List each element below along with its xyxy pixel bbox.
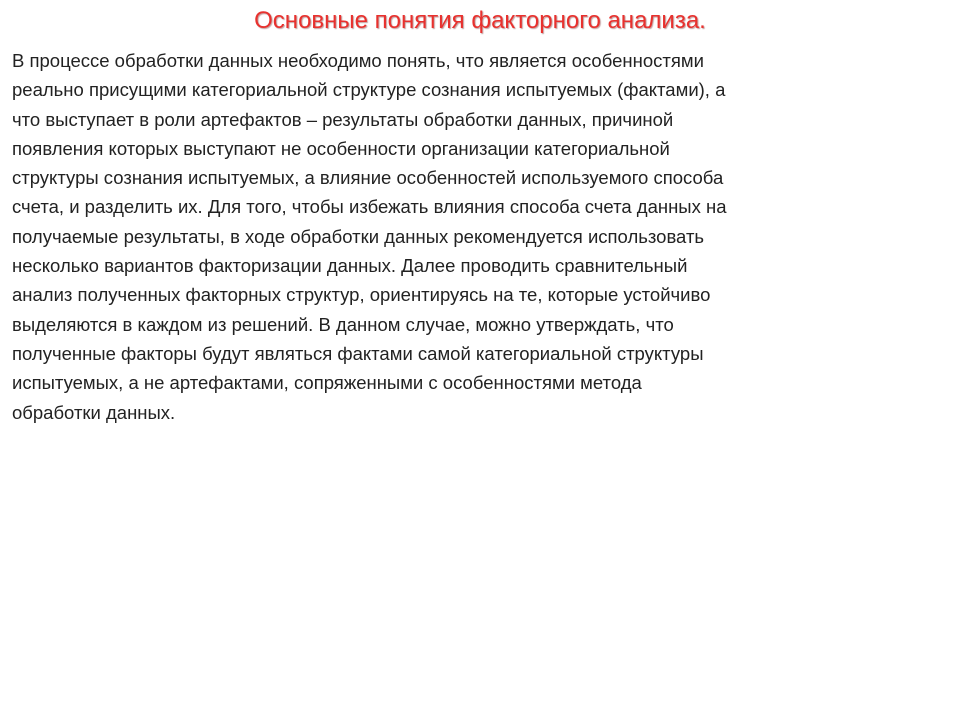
paragraph-line: получаемые результаты, в ходе обработки данных рекомендуется использовать: [12, 225, 705, 247]
body-paragraph: [12, 46, 948, 427]
paragraph-line: полученные факторы будут являться фактами самой категориальной структуры: [12, 342, 704, 364]
paragraph-line: появления которых выступают не особенности организации категориальной: [12, 137, 670, 159]
paragraph-line: анализ полученных факторных структур, ориентируясь на те, которые устойчиво: [12, 284, 711, 306]
paragraph-line: обработки данных.: [12, 401, 176, 423]
paragraph-line: испытуемых, а не артефактами, сопряженными с особенностями метода: [12, 372, 642, 394]
paragraph-line: счета, и разделить их. Для того, чтобы избежать влияния способа счета данных на: [12, 196, 727, 218]
paragraph-line: реально присущими категориальной структуре сознания испытуемых (фактами), а: [12, 79, 726, 101]
paragraph-line: что выступает в роли артефактов – результаты обработки данных, причиной: [12, 108, 674, 130]
paragraph-line: В процессе обработки данных необходимо понять, что является особенностями: [12, 50, 704, 71]
paragraph-line: структуры сознания испытуемых, а влияние особенностей используемого способа: [12, 167, 724, 189]
slide-title: Основные понятия факторного анализа.: [254, 7, 706, 34]
paragraph-line: несколько вариантов факторизации данных. Далее проводить сравнительный: [12, 255, 688, 277]
paragraph-line: выделяются в каждом из решений. В данном случае, можно утверждать, что: [12, 313, 674, 335]
